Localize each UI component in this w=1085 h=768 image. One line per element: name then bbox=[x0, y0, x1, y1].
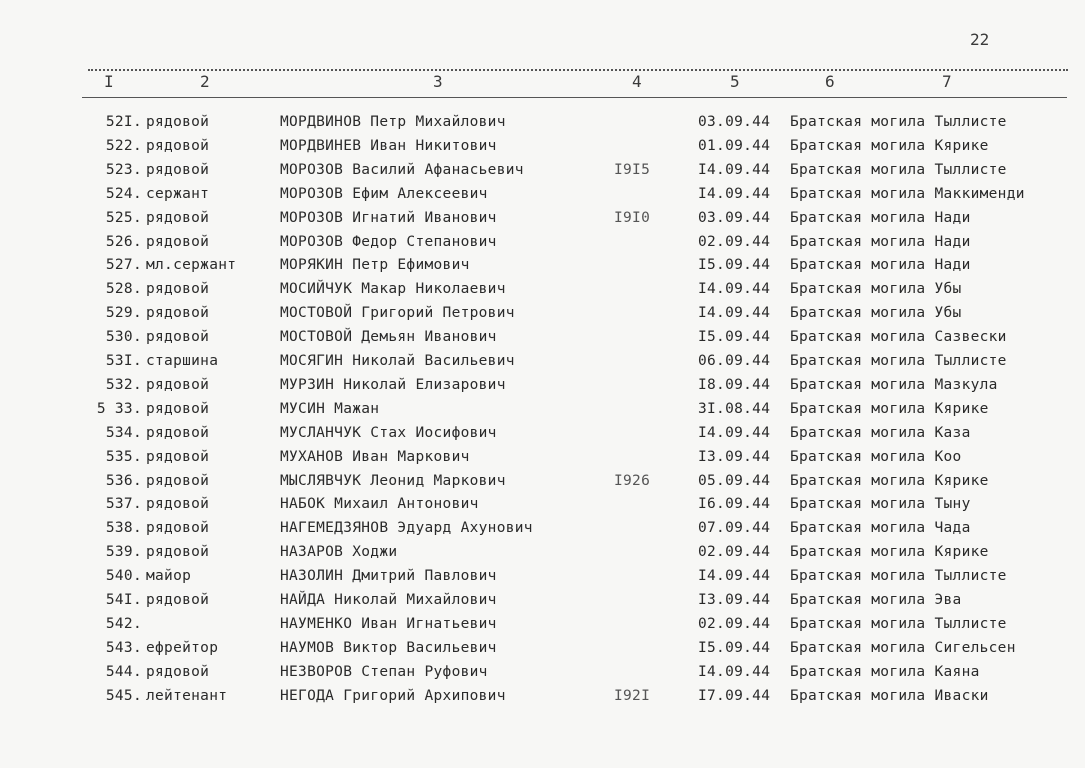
column-header-row bbox=[80, 72, 1070, 94]
record-death-date: I4.09.44 bbox=[698, 185, 771, 202]
record-row bbox=[0, 660, 1085, 684]
record-death-date: I3.09.44 bbox=[698, 448, 771, 465]
record-number: 542. bbox=[105, 615, 142, 632]
record-number: 525. bbox=[105, 209, 142, 226]
column-header-6: 6 bbox=[825, 72, 835, 91]
record-row bbox=[0, 325, 1085, 349]
record-number: 544. bbox=[105, 663, 142, 680]
record-name: МУХАНОВ Иван Маркович bbox=[280, 448, 470, 465]
record-death-date: 02.09.44 bbox=[698, 544, 771, 561]
record-birth-year: I926 bbox=[614, 472, 651, 489]
record-name: НАЙДА Николай Михайлович bbox=[280, 592, 497, 608]
record-burial-place: Братская могила Тыллисте bbox=[790, 568, 1007, 585]
record-rank: рядовой bbox=[146, 376, 210, 393]
record-rank: ефрейтор bbox=[146, 639, 219, 656]
record-burial-place: Братская могила Кярике bbox=[790, 544, 989, 561]
record-number: 528. bbox=[105, 281, 142, 298]
record-number: 545. bbox=[105, 687, 142, 704]
record-birth-year: I92I bbox=[614, 687, 651, 704]
record-rank: рядовой bbox=[146, 400, 210, 417]
record-death-date: I4.09.44 bbox=[698, 281, 771, 298]
record-burial-place: Братская могила Нади bbox=[790, 257, 971, 274]
record-rank: рядовой bbox=[146, 448, 210, 465]
record-burial-place: Братская могила Кярике bbox=[790, 472, 989, 489]
record-rank: рядовой bbox=[146, 544, 210, 561]
record-burial-place: Братская могила Сазвески bbox=[790, 329, 1007, 346]
record-number: 540. bbox=[105, 568, 142, 585]
record-burial-place: Братская могила Тыллисте bbox=[790, 353, 1007, 369]
record-name: МОРОЗОВ Игнатий Иванович bbox=[280, 209, 497, 226]
record-death-date: 07.09.44 bbox=[698, 520, 771, 537]
record-row bbox=[0, 206, 1085, 230]
record-rank: старшина bbox=[146, 353, 219, 369]
record-number: 54I. bbox=[105, 592, 142, 608]
record-burial-place: Братская могила Нади bbox=[790, 233, 971, 250]
record-burial-place: Братская могила Каяна bbox=[790, 663, 980, 680]
record-name: МОРЯКИН Петр Ефимович bbox=[280, 257, 470, 274]
record-row bbox=[0, 684, 1085, 708]
record-burial-place: Братская могила Тыллисте bbox=[790, 161, 1007, 178]
header-top-rule bbox=[88, 69, 1068, 71]
record-row bbox=[0, 492, 1085, 516]
record-number: 539. bbox=[105, 544, 142, 561]
record-row bbox=[0, 397, 1085, 421]
record-number: 532. bbox=[105, 376, 142, 393]
record-rank: рядовой bbox=[146, 114, 210, 130]
record-row bbox=[0, 182, 1085, 206]
record-rank: рядовой bbox=[146, 663, 210, 680]
record-death-date: 01.09.44 bbox=[698, 137, 771, 154]
record-burial-place: Братская могила Каза bbox=[790, 424, 971, 441]
record-death-date: I5.09.44 bbox=[698, 257, 771, 274]
record-birth-year: I9I0 bbox=[614, 209, 651, 226]
record-number: 53I. bbox=[105, 353, 142, 369]
record-row bbox=[0, 564, 1085, 588]
record-row bbox=[0, 636, 1085, 660]
column-header-3: 3 bbox=[433, 72, 443, 91]
page-number: 22 bbox=[970, 30, 990, 49]
record-death-date: I5.09.44 bbox=[698, 639, 771, 656]
record-name: НАУМОВ Виктор Васильевич bbox=[280, 639, 497, 656]
record-burial-place: Братская могила Тыну bbox=[790, 496, 971, 513]
record-rank: майор bbox=[146, 568, 192, 585]
record-death-date: 03.09.44 bbox=[698, 114, 771, 130]
record-name: НЕГОДА Григорий Архипович bbox=[280, 687, 506, 704]
record-death-date: 02.09.44 bbox=[698, 233, 771, 250]
record-name: НАГЕМЕДЗЯНОВ Эдуард Ахунович bbox=[280, 520, 533, 537]
record-name: НАУМЕНКО Иван Игнатьевич bbox=[280, 615, 497, 632]
record-rank: рядовой bbox=[146, 305, 210, 322]
record-row bbox=[0, 469, 1085, 493]
record-row bbox=[0, 349, 1085, 373]
record-rank: рядовой bbox=[146, 496, 210, 513]
record-death-date: I6.09.44 bbox=[698, 496, 771, 513]
record-death-date: I7.09.44 bbox=[698, 687, 771, 704]
record-death-date: 3I.08.44 bbox=[698, 400, 771, 417]
record-row bbox=[0, 301, 1085, 325]
record-number: 530. bbox=[105, 329, 142, 346]
record-number: 523. bbox=[105, 161, 142, 178]
record-death-date: I5.09.44 bbox=[698, 329, 771, 346]
record-name: НЕЗВОРОВ Степан Руфович bbox=[280, 663, 488, 680]
column-header-7: 7 bbox=[942, 72, 952, 91]
record-name: НАЗОЛИН Дмитрий Павлович bbox=[280, 568, 497, 585]
record-burial-place: Братская могила Иваски bbox=[790, 687, 989, 704]
record-name: МОРДВИНЕВ Иван Никитович bbox=[280, 137, 497, 154]
record-number: 534. bbox=[105, 424, 142, 441]
record-row bbox=[0, 540, 1085, 564]
record-rank: рядовой bbox=[146, 137, 210, 154]
record-row bbox=[0, 445, 1085, 469]
record-name: МУСИН Мажан bbox=[280, 400, 380, 417]
record-death-date: I4.09.44 bbox=[698, 663, 771, 680]
record-row bbox=[0, 253, 1085, 277]
record-number: 522. bbox=[105, 137, 142, 154]
record-row bbox=[0, 158, 1085, 182]
record-burial-place: Братская могила Кярике bbox=[790, 400, 989, 417]
record-number: 536. bbox=[105, 472, 142, 489]
record-burial-place: Братская могила Чада bbox=[790, 520, 971, 537]
record-row bbox=[0, 230, 1085, 254]
record-number: 527. bbox=[105, 257, 142, 274]
record-number: 524. bbox=[105, 185, 142, 202]
record-name: МОРОЗОВ Ефим Алексеевич bbox=[280, 185, 488, 202]
record-name: МУСЛАНЧУК Стах Иосифович bbox=[280, 424, 497, 441]
record-number: 543. bbox=[105, 639, 142, 656]
record-death-date: 02.09.44 bbox=[698, 615, 771, 632]
record-burial-place: Братская могила Нади bbox=[790, 209, 971, 226]
record-row bbox=[0, 134, 1085, 158]
record-row bbox=[0, 588, 1085, 612]
record-death-date: I3.09.44 bbox=[698, 592, 771, 608]
record-number: 526. bbox=[105, 233, 142, 250]
record-rank: рядовой bbox=[146, 520, 210, 537]
record-death-date: I4.09.44 bbox=[698, 161, 771, 178]
record-number: 52I. bbox=[105, 114, 142, 130]
record-rank: сержант bbox=[146, 185, 210, 202]
record-name: МОСТОВОЙ Демьян Иванович bbox=[280, 329, 497, 346]
record-burial-place: Братская могила Эва bbox=[790, 592, 962, 608]
record-rank: рядовой bbox=[146, 472, 210, 489]
record-burial-place: Братская могила Убы bbox=[790, 305, 962, 322]
record-row bbox=[0, 277, 1085, 301]
record-rank: рядовой bbox=[146, 161, 210, 178]
record-name: МОРОЗОВ Василий Афанасьевич bbox=[280, 161, 524, 178]
record-death-date: I4.09.44 bbox=[698, 424, 771, 441]
record-name: МУРЗИН Николай Елизарович bbox=[280, 376, 506, 393]
record-death-date: 03.09.44 bbox=[698, 209, 771, 226]
record-row bbox=[0, 612, 1085, 636]
record-death-date: I8.09.44 bbox=[698, 376, 771, 393]
record-number: 5 33. bbox=[96, 400, 142, 417]
column-header-4: 4 bbox=[632, 72, 642, 91]
record-name: МОРДВИНОВ Петр Михайлович bbox=[280, 114, 506, 130]
record-number: 537. bbox=[105, 496, 142, 513]
record-name: МОСЯГИН Николай Васильевич bbox=[280, 353, 515, 369]
record-burial-place: Братская могила Кярике bbox=[790, 137, 989, 154]
record-rank: мл.сержант bbox=[146, 257, 237, 274]
record-death-date: I4.09.44 bbox=[698, 568, 771, 585]
column-header-1: I bbox=[104, 72, 114, 91]
record-rank: рядовой bbox=[146, 424, 210, 441]
record-number: 529. bbox=[105, 305, 142, 322]
record-burial-place: Братская могила Убы bbox=[790, 281, 962, 298]
record-rank: рядовой bbox=[146, 209, 210, 226]
record-rank: рядовой bbox=[146, 329, 210, 346]
record-death-date: 05.09.44 bbox=[698, 472, 771, 489]
record-name: МОСТОВОЙ Григорий Петрович bbox=[280, 305, 515, 322]
record-row bbox=[0, 516, 1085, 540]
record-rank: рядовой bbox=[146, 281, 210, 298]
record-name: МОСИЙЧУК Макар Николаевич bbox=[280, 281, 506, 298]
header-bottom-rule bbox=[82, 97, 1067, 98]
record-burial-place: Братская могила Коо bbox=[790, 448, 962, 465]
record-burial-place: Братская могила Мазкула bbox=[790, 376, 998, 393]
record-number: 535. bbox=[105, 448, 142, 465]
record-burial-place: Братская могила Тыллисте bbox=[790, 615, 1007, 632]
record-number: 538. bbox=[105, 520, 142, 537]
column-header-2: 2 bbox=[200, 72, 210, 91]
record-name: НАЗАРОВ Ходжи bbox=[280, 544, 398, 561]
record-name: МЫСЛЯВЧУК Леонид Маркович bbox=[280, 472, 506, 489]
record-name: МОРОЗОВ Федор Степанович bbox=[280, 233, 497, 250]
record-name: НАБОК Михаил Антонович bbox=[280, 496, 479, 513]
record-burial-place: Братская могила Маккименди bbox=[790, 185, 1025, 202]
record-burial-place: Братская могила Тыллисте bbox=[790, 114, 1007, 130]
record-burial-place: Братская могила Сигельсен bbox=[790, 639, 1016, 656]
record-death-date: I4.09.44 bbox=[698, 305, 771, 322]
record-row bbox=[0, 373, 1085, 397]
record-row bbox=[0, 421, 1085, 445]
record-rank: рядовой bbox=[146, 592, 210, 608]
record-birth-year: I9I5 bbox=[614, 161, 651, 178]
record-death-date: 06.09.44 bbox=[698, 353, 771, 369]
record-row bbox=[0, 110, 1085, 134]
record-rank: рядовой bbox=[146, 233, 210, 250]
column-header-5: 5 bbox=[730, 72, 740, 91]
record-rank: лейтенант bbox=[146, 687, 228, 704]
